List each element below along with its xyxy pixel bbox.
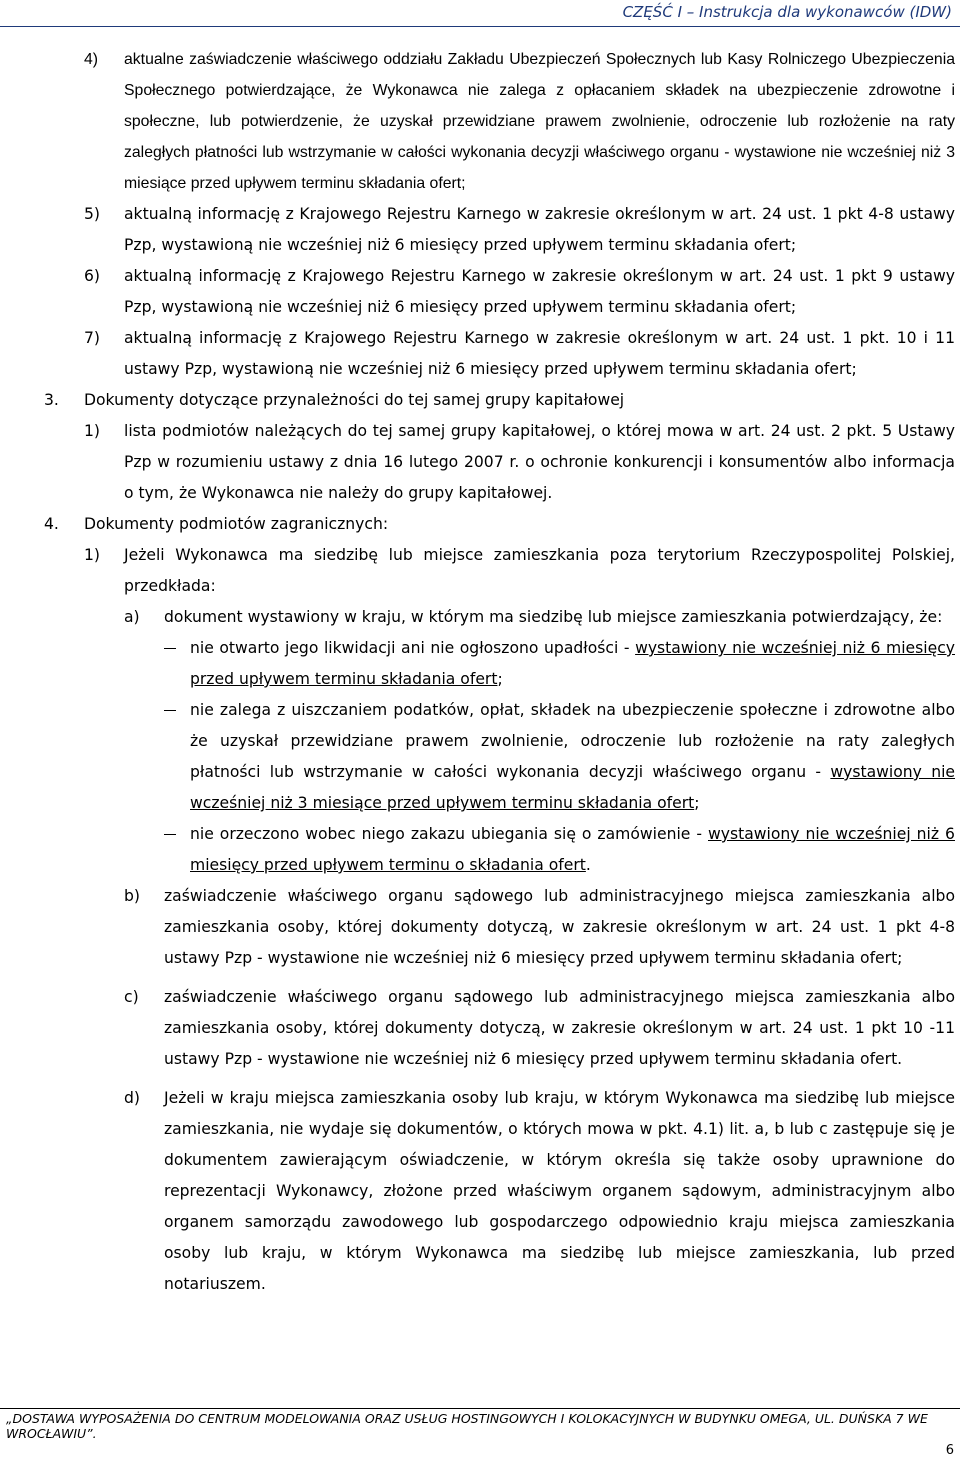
dash-item <box>0 633 960 695</box>
item-text: aktualną informację z Krajowego Rejestru Karnego w zakresie określonym w art. 24 ust. 1 pkt 9 ustawy Pzp, wystawioną nie wcześniej niż 6 miesięcy przed upływem terminu składania ofert; <box>124 267 955 316</box>
item-text: aktualną informację z Krajowego Rejestru Karnego w zakresie określonym w art. 24 ust. 1 pkt. 10 i 11 ustawy Pzp, wystawioną nie wcześniej niż 6 miesięcy przed upływem terminu składania ofert; <box>124 329 955 378</box>
dash-end: . <box>585 856 591 874</box>
item-text: dokument wystawiony w kraju, w którym ma siedzibę lub miejsce zamieszkania potwierdzający, że: <box>164 608 943 626</box>
dash-bullet <box>164 710 176 711</box>
dash-deadline: wystawiony nie wcześniej niż 6 miesięcy przed upływem terminu o składania ofert <box>190 825 955 874</box>
section-heading <box>0 385 960 416</box>
dash-bullet <box>164 648 176 649</box>
dash-item <box>0 695 960 819</box>
dash-deadline: wystawiony nie wcześniej niż 3 miesiące przed upływem terminu składania ofert <box>190 763 956 812</box>
page-number: 6 <box>945 1443 954 1458</box>
sub-item <box>0 602 960 633</box>
section-title: Dokumenty podmiotów zagranicznych: <box>84 515 389 533</box>
item-text: Jeżeli w kraju miejsca zamieszkania osoby lub kraju, w którym Wykonawca ma siedzibę lub miejsce zamieszkania, nie wydaje się dokumentów, o których mowa w pkt. 4.1) lit. a, b lub c zastępuje się je dokumentem zawierającym oświadczenie, w którym określa się także osoby uprawnione do reprezentacji Wykonawcy, złożone przed właściwym organem sądowym, administracyjnym albo organem samorządu zawodowego lub gospodarczego odpowiednio kraju miejsca zamieszkania osoby lub kraju, w którym Wykonawca ma siedzibę lub miejsce zamieszkania, lub przed notariuszem. <box>164 1089 955 1293</box>
item-text: aktualną informację z Krajowego Rejestru Karnego w zakresie określonym w art. 24 ust. 1 pkt 4-8 ustawy Pzp, wystawioną nie wcześniej niż 6 miesięcy przed upływem terminu składania ofert; <box>124 205 955 254</box>
list-item <box>0 44 960 199</box>
dash-bullet <box>164 834 176 835</box>
list-item <box>0 416 960 509</box>
dash-end: ; <box>694 794 700 812</box>
item-marker: 1) <box>84 546 101 564</box>
list-item <box>0 199 960 261</box>
dash-item <box>0 819 960 881</box>
item-text: aktualne zaświadczenie właściwego oddziału Zakładu Ubezpieczeń Społecznych lub Kasy Rolniczego Ubezpieczenia Społecznego potwierdzające, że Wykonawca nie zalega z opłacaniem składek na ubezpieczenie zdrowotne i społeczne, lub potwierdzenie, że uzyskał przewidziane prawem zwolnienie, odroczenie lub rozłożenie na raty zaległych płatności lub wstrzymanie w całości wykonania decyzji właściwego organu - wystawione nie wcześniej niż 3 miesiące przed upływem terminu składania ofert; <box>124 51 955 192</box>
sub-item <box>0 881 960 974</box>
item-marker: 1) <box>84 422 101 440</box>
document-body <box>0 44 960 1300</box>
item-marker: b) <box>124 887 140 905</box>
sub-item <box>0 1083 960 1300</box>
dash-text: nie zalega z uiszczaniem podatków, opłat, składek na ubezpieczenie społeczne i zdrowotne albo że uzyskał przewidziane prawem zwolnienie, odroczenie lub rozłożenie na raty zaległych płatności lub wstrzymanie w całości wykonania decyzji właściwego organu - <box>190 701 955 781</box>
sub-item <box>0 982 960 1075</box>
page-header: CZĘŚĆ I – Instrukcja dla wykonawców (IDW) <box>622 3 952 21</box>
item-marker: d) <box>124 1089 140 1107</box>
section-title: Dokumenty dotyczące przynależności do tej samej grupy kapitałowej <box>84 391 625 409</box>
list-item <box>0 540 960 602</box>
dash-end: ; <box>497 670 503 688</box>
page-footer: „DOSTAWA WYPOSAŻENIA DO CENTRUM MODELOWANIA ORAZ USŁUG HOSTINGOWYCH I KOLOKACYJNYCH W BUDYNKU OMEGA, UL. DUŃSKA 7 WE WROCŁAWIU”. <box>6 1411 928 1441</box>
footer-rule <box>0 1408 960 1409</box>
item-marker: c) <box>124 988 139 1006</box>
item-text: lista podmiotów należących do tej samej grupy kapitałowej, o której mowa w art. 24 ust. 2 pkt. 5 Ustawy Pzp w rozumieniu ustawy z dnia 16 lutego 2007 r. o ochronie konkurencji i konsumentów albo informacja o tym, że Wykonawca nie należy do grupy kapitałowej. <box>124 422 955 502</box>
section-heading <box>0 509 960 540</box>
dash-text: nie orzeczono wobec niego zakazu ubiegania się o zamówienie - <box>190 825 708 843</box>
item-text: zaświadczenie właściwego organu sądowego lub administracyjnego miejsca zamieszkania albo zamieszkania osoby, której dokumenty dotyczą, w zakresie określonym w art. 24 ust. 1 pkt 4-8 ustawy Pzp - wystawione nie wcześniej niż 6 miesięcy przed upływem terminu składania ofert; <box>164 887 955 967</box>
item-marker: 4) <box>84 51 99 68</box>
item-marker: 6) <box>84 267 101 285</box>
list-item <box>0 323 960 385</box>
list-item <box>0 261 960 323</box>
item-marker: a) <box>124 608 140 626</box>
section-number: 3. <box>44 391 59 409</box>
dash-text: nie otwarto jego likwidacji ani nie ogłoszono upadłości - <box>190 639 636 657</box>
item-text: zaświadczenie właściwego organu sądowego lub administracyjnego miejsca zamieszkania albo zamieszkania osoby, której dokumenty dotyczą, w zakresie określonym w art. 24 ust. 1 pkt 10 -11 ustawy Pzp - wystawione nie wcześniej niż 6 miesięcy przed upływem terminu składania ofert. <box>164 988 955 1068</box>
item-marker: 5) <box>84 205 101 223</box>
item-text: Jeżeli Wykonawca ma siedzibę lub miejsce zamieszkania poza terytorium Rzeczypospolitej Polskiej, przedkłada: <box>124 546 955 595</box>
section-number: 4. <box>44 515 59 533</box>
item-marker: 7) <box>84 329 101 347</box>
dash-deadline: wystawiony nie wcześniej niż 6 miesięcy przed upływem terminu składania ofert <box>190 639 955 688</box>
header-rule <box>0 26 960 27</box>
